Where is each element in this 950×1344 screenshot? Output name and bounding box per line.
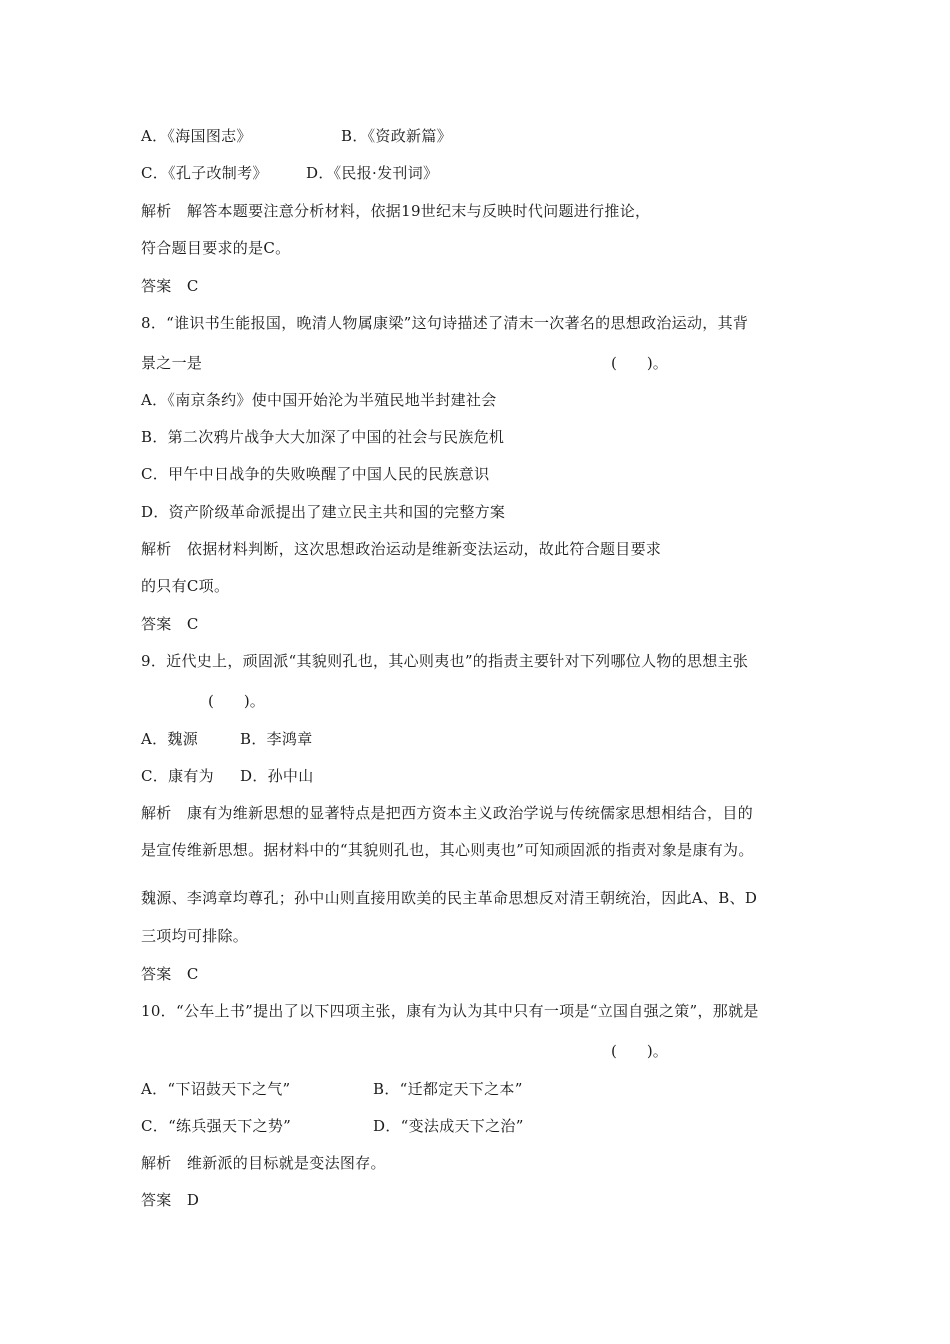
q9-analysis-line-1: 解析 康有为维新思想的显著特点是把西方资本主义政治学说与传统儒家思想相结合，目的 — [141, 804, 754, 822]
q10-option-a: A．“下诏鼓天下之气” — [141, 1080, 291, 1098]
q8-option-b: B．第二次鸦片战争大大加深了中国的社会与民族危机 — [141, 428, 505, 446]
q7-option-b: B．《资政新篇》 — [341, 127, 452, 145]
q9-analysis-line-2: 是宣传维新思想。据材料中的“其貌则孔也，其心则夷也”可知顽固派的指责对象是康有为。 — [141, 841, 754, 859]
q9-analysis-line-4: 三项均可排除。 — [141, 927, 249, 945]
q10-option-b: B．“迁都定天下之本” — [373, 1080, 523, 1098]
q7-analysis-line-1: 解析 解答本题要注意分析材料，依据19世纪末与反映时代问题进行推论， — [141, 202, 651, 220]
q9-option-a: A．魏源 — [141, 730, 199, 748]
q9-stem-line-1: 9．近代史上，顽固派“其貌则孔也，其心则夷也”的指责主要针对下列哪位人物的思想主张 — [141, 652, 749, 670]
q9-option-b: B．李鸿章 — [240, 730, 313, 748]
q10-answer: 答案 D — [141, 1191, 200, 1209]
q9-option-d: D．孙中山 — [240, 767, 314, 785]
q8-analysis-line-1: 解析 依据材料判断，这次思想政治运动是维新变法运动，故此符合题目要求 — [141, 540, 662, 558]
q7-option-c: C．《孔子改制考》 — [141, 164, 268, 182]
q8-stem-line-2: 景之一是 — [141, 354, 203, 372]
q10-option-c: C．“练兵强天下之势” — [141, 1117, 292, 1135]
q9-option-c: C．康有为 — [141, 767, 214, 785]
q10-option-d: D．“变法成天下之治” — [373, 1117, 524, 1135]
q10-answer-blank: ( )。 — [611, 1042, 668, 1060]
q10-stem-line-1: 10．“公车上书”提出了以下四项主张，康有为认为其中只有一项是“立国自强之策”，那就是 — [141, 1002, 759, 1020]
q8-stem-line-1: 8．“谁识书生能报国，晚清人物属康梁”这句诗描述了清末一次著名的思想政治运动，其背 — [141, 314, 749, 332]
q7-answer: 答案 C — [141, 277, 199, 295]
q8-answer-blank: ( )。 — [611, 354, 668, 372]
q7-option-d: D．《民报·发刊词》 — [306, 164, 439, 182]
q8-option-c: C．甲午中日战争的失败唤醒了中国人民的民族意识 — [141, 465, 490, 483]
q8-option-d: D．资产阶级革命派提出了建立民主共和国的完整方案 — [141, 503, 506, 521]
q9-analysis-line-3: 魏源、李鸿章均尊孔；孙中山则直接用欧美的民主革命思想反对清王朝统治，因此A、B、D — [141, 889, 758, 907]
q9-answer: 答案 C — [141, 965, 199, 983]
q9-answer-blank: ( )。 — [208, 692, 265, 710]
q8-analysis-line-2: 的只有C项。 — [141, 577, 230, 595]
q7-option-a: A．《海国图志》 — [141, 127, 252, 145]
q8-answer: 答案 C — [141, 615, 199, 633]
q8-option-a: A．《南京条约》使中国开始沦为半殖民地半封建社会 — [141, 391, 497, 409]
q7-analysis-line-2: 符合题目要求的是C。 — [141, 239, 291, 257]
q10-analysis-line-1: 解析 维新派的目标就是变法图存。 — [141, 1154, 386, 1172]
